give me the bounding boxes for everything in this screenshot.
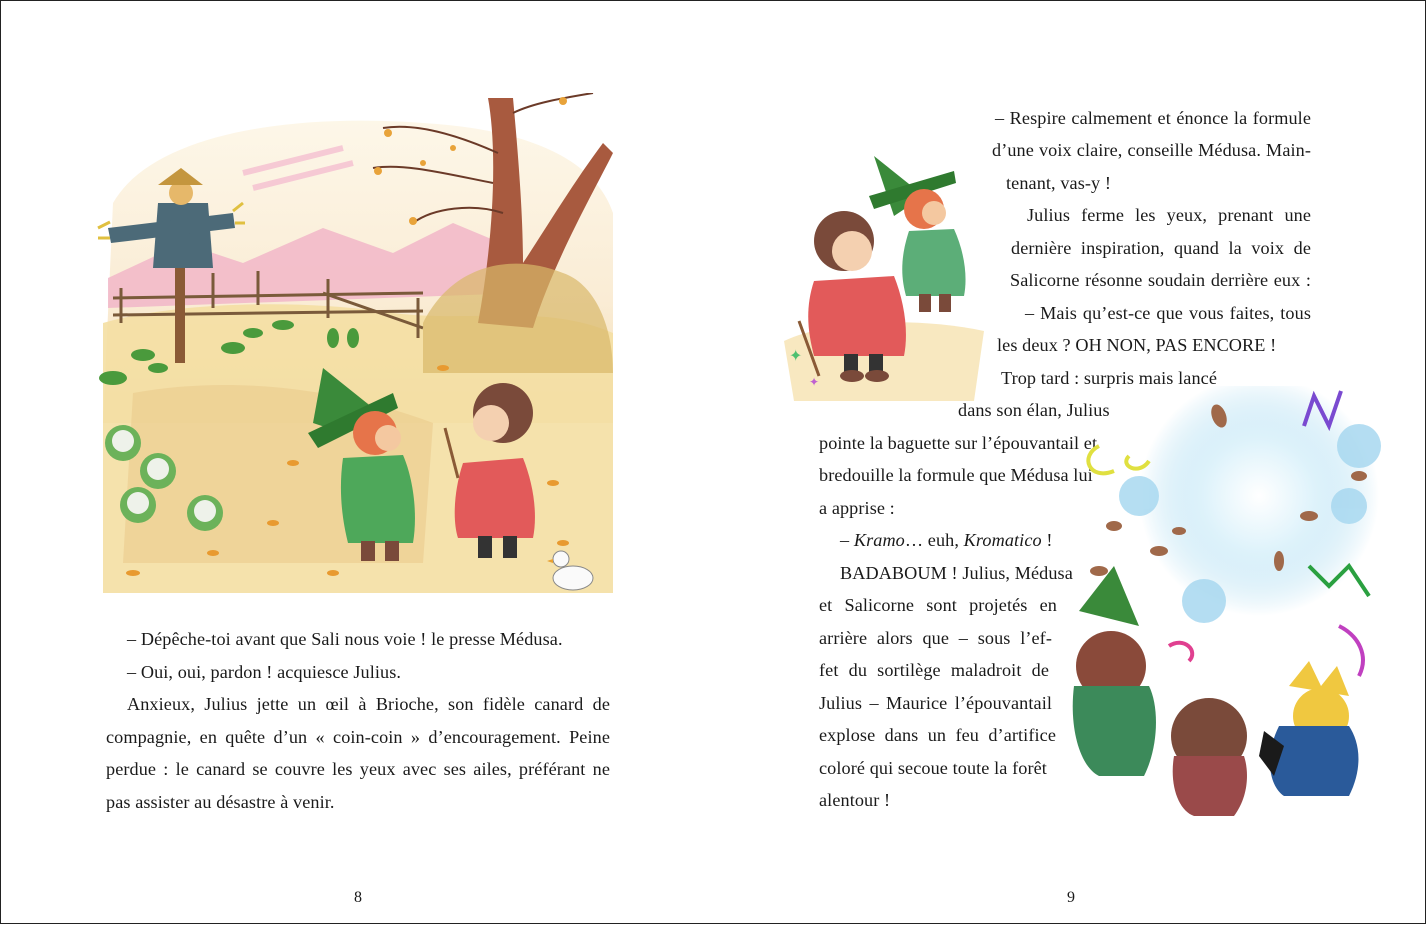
left-line-4: compagnie, en quête d’un « coin-coin » d’encouragement. Peine xyxy=(106,727,610,747)
right-line-12: bredouille la formule que Médusa lui xyxy=(819,465,1093,485)
left-page xyxy=(1,1,714,925)
left-line-6: pas assister au désastre à venir. xyxy=(106,792,335,812)
children-illustration xyxy=(784,151,1004,401)
right-line-8: les deux ? OH NON, PAS ENCORE ! xyxy=(997,335,1277,355)
spell-line xyxy=(840,524,1053,557)
right-line-9: Trop tard : surpris mais lancé xyxy=(1001,368,1218,388)
svg-text:✦: ✦ xyxy=(809,375,820,389)
right-line-2: d’une voix claire, conseille Médusa. Main- xyxy=(992,140,1311,160)
spell-word-kromatico: Kromatico xyxy=(963,530,1042,550)
right-line-10: dans son élan, Julius xyxy=(958,400,1110,420)
right-line-5: dernière inspiration, quand la voix de xyxy=(1011,238,1311,258)
right-line-7: – Mais qu’est-ce que vous faites, tous xyxy=(1025,303,1311,323)
right-line-3: tenant, vas-y ! xyxy=(1006,173,1112,193)
spell-middle: … euh, xyxy=(904,530,964,550)
right-line-17: arrière alors que – sous l’ef- xyxy=(819,628,1052,648)
right-line-15: BADABOUM ! Julius, Médusa xyxy=(840,563,1073,583)
spell-dash: – xyxy=(840,530,854,550)
left-line-3: Anxieux, Julius jette un œil à Brioche, son fidèle canard de xyxy=(127,694,610,714)
farm-scene-illustration xyxy=(93,93,623,608)
left-line-2: – Oui, oui, pardon ! acquiesce Julius. xyxy=(127,662,402,682)
right-line-16: et Salicorne sont projetés en xyxy=(819,595,1057,615)
right-line-4: Julius ferme les yeux, prenant une xyxy=(1027,205,1311,225)
right-line-1: – Respire calmement et énonce la formule xyxy=(995,108,1311,128)
right-line-19: Julius – Maurice l’épouvantail xyxy=(819,693,1052,713)
right-line-22: alentour ! xyxy=(819,790,891,810)
right-line-20: explose dans un feu d’artifice xyxy=(819,725,1056,745)
right-line-11: pointe la baguette sur l’épouvantail et xyxy=(819,433,1098,453)
page-number-left: 8 xyxy=(354,889,362,906)
spell-end: ! xyxy=(1041,530,1053,550)
right-page xyxy=(714,1,1426,925)
right-line-6: Salicorne résonne soudain derrière eux : xyxy=(1010,270,1311,290)
left-line-1: – Dépêche-toi avant que Sali nous voie ! le presse Médusa. xyxy=(127,629,563,649)
explosion-illustration xyxy=(1059,386,1419,816)
svg-text:✦: ✦ xyxy=(789,346,803,365)
page-number-right: 9 xyxy=(1067,889,1075,906)
right-line-18: fet du sortilège maladroit de xyxy=(819,660,1049,680)
spell-word-kramo: Kramo xyxy=(853,530,905,550)
right-line-13: a apprise : xyxy=(819,498,895,518)
left-line-5: perdue : le canard se couvre les yeux avec ses ailes, préférant ne xyxy=(106,759,610,779)
right-line-21: coloré qui secoue toute la forêt xyxy=(819,758,1047,778)
